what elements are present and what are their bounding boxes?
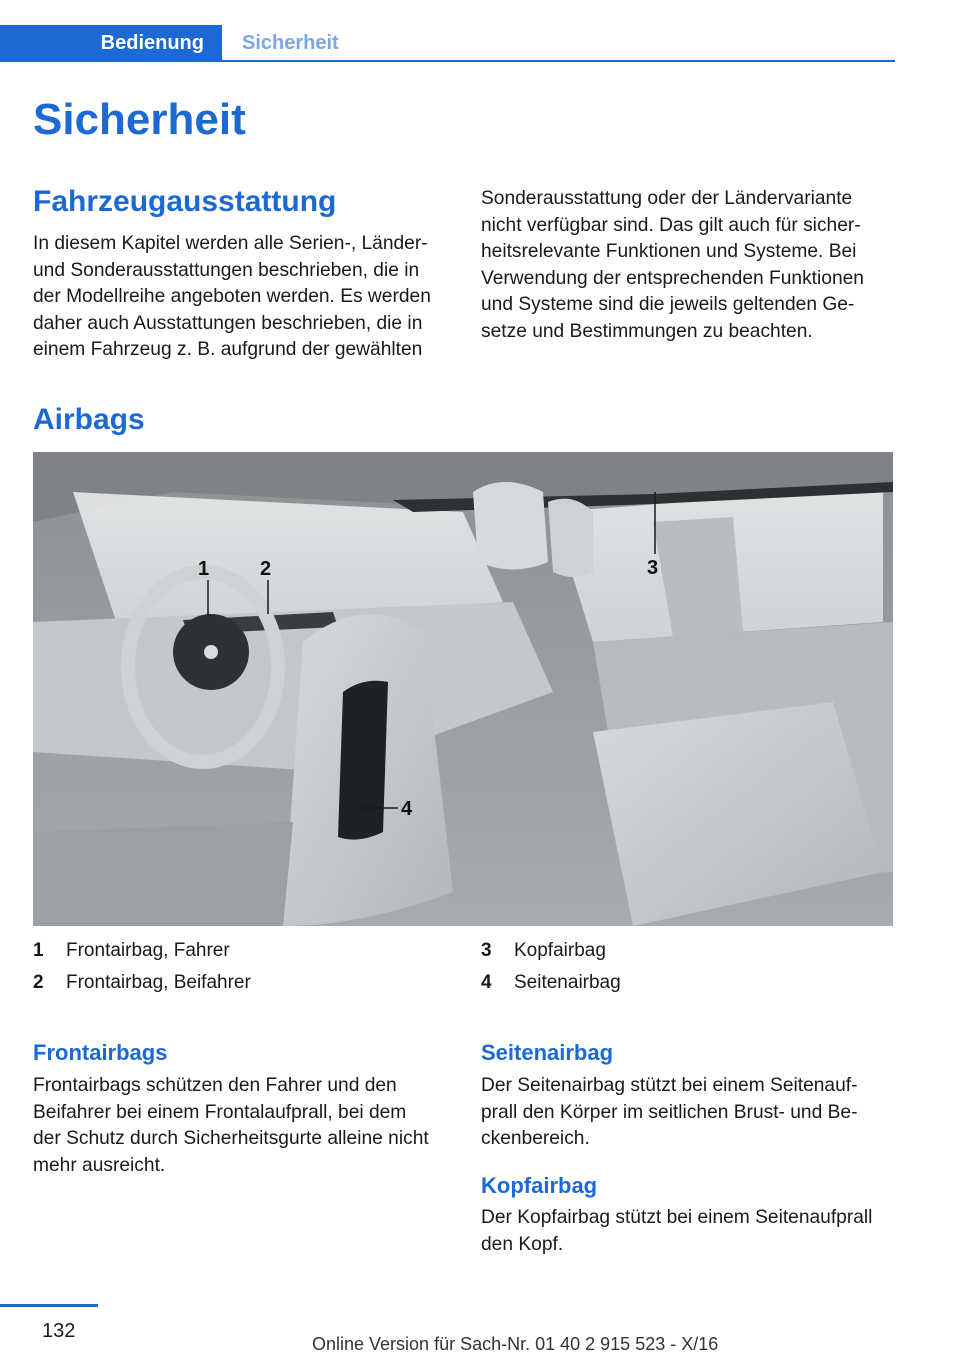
legend-number: 2 [33, 972, 44, 993]
text-line: setze und Bestimmungen zu beachten. [481, 320, 813, 342]
paragraph-frontairbags [33, 1073, 453, 1179]
figure-legend-right [481, 935, 621, 999]
subheading-frontairbags: Frontairbags [33, 1040, 168, 1065]
text-line: und Sonderausstattungen beschrieben, die in [33, 259, 420, 281]
page-title: Sicherheit [33, 95, 246, 144]
section-heading-fahrzeugausstattung: Fahrzeugausstattung [33, 185, 337, 218]
legend-number: 4 [481, 972, 492, 993]
airbag-illustration [33, 452, 893, 926]
callout-3: 3 [647, 557, 659, 579]
paragraph-seitenairbag [481, 1073, 901, 1153]
text-line: mehr ausreicht. [33, 1154, 166, 1176]
text-line: einem Fahrzeug z. B. aufgrund der gewählten [33, 339, 423, 360]
callout-4: 4 [401, 798, 413, 820]
callout-2: 2 [260, 558, 272, 580]
legend-label: Seitenairbag [514, 972, 621, 993]
callout-1: 1 [198, 558, 210, 580]
legend-number: 3 [481, 940, 492, 961]
text-line: Der Kopfairbag stützt bei einem Seitenaufprall [481, 1207, 873, 1228]
figure-legend-left [33, 935, 251, 999]
text-line: Verwendung der entsprechenden Funktionen [481, 267, 864, 289]
legend-label: Kopfairbag [514, 940, 606, 961]
legend-label: Frontairbag, Beifahrer [66, 972, 251, 993]
text-line: Frontairbags schützen den Fahrer und den [33, 1075, 397, 1096]
text-line: Beifahrer bei einem Frontalaufprall, bei dem [33, 1101, 407, 1123]
text-line: und Systeme sind die jeweils geltenden Ge- [481, 294, 855, 315]
tab-bedienung[interactable]: Bedienung [0, 25, 222, 61]
text-line: nicht verfügbar sind. Das gilt auch für sicher- [481, 214, 861, 236]
subheading-kopfairbag: Kopfairbag [481, 1173, 598, 1198]
text-line: den Kopf. [481, 1233, 564, 1255]
paragraph-fahrzeugausstattung-col1 [33, 231, 453, 364]
text-line: prall den Körper im seitlichen Brust- und Be- [481, 1101, 858, 1123]
text-line: ckenbereich. [481, 1128, 590, 1149]
car-interior-drawing [33, 452, 893, 926]
text-line: der Schutz durch Sicherheitsgurte alleine nicht [33, 1128, 429, 1149]
subheading-seitenairbag: Seitenairbag [481, 1040, 614, 1065]
paragraph-kopfairbag [481, 1205, 901, 1258]
legend-label: Frontairbag, Fahrer [66, 940, 230, 961]
legend-item [33, 967, 251, 999]
header-rule [0, 60, 895, 62]
legend-item [481, 967, 621, 999]
header-tabs [0, 25, 359, 61]
text-line: daher auch Ausstattungen beschrieben, die in [33, 312, 423, 334]
tab-sicherheit[interactable]: Sicherheit [242, 32, 339, 54]
legend-item [481, 935, 621, 967]
legend-number: 1 [33, 940, 44, 961]
text-line: der Modellreihe angeboten werden. Es werden [33, 286, 431, 307]
footer-online-version: Online Version für Sach-Nr. 01 40 2 915 523 - X/16 [312, 1334, 719, 1354]
paragraph-fahrzeugausstattung-col2 [481, 186, 901, 345]
section-heading-airbags: Airbags [33, 403, 145, 436]
footer-rule [0, 1304, 98, 1307]
legend-item [33, 935, 251, 967]
page-number: 132 [42, 1320, 76, 1342]
text-line: Sonderausstattung oder der Ländervariante [481, 188, 853, 209]
text-line: In diesem Kapitel werden alle Serien-, Länder- [33, 233, 428, 254]
text-line: heitsrelevante Funktionen und Systeme. Bei [481, 241, 857, 262]
text-line: Der Seitenairbag stützt bei einem Seitenauf- [481, 1075, 858, 1096]
